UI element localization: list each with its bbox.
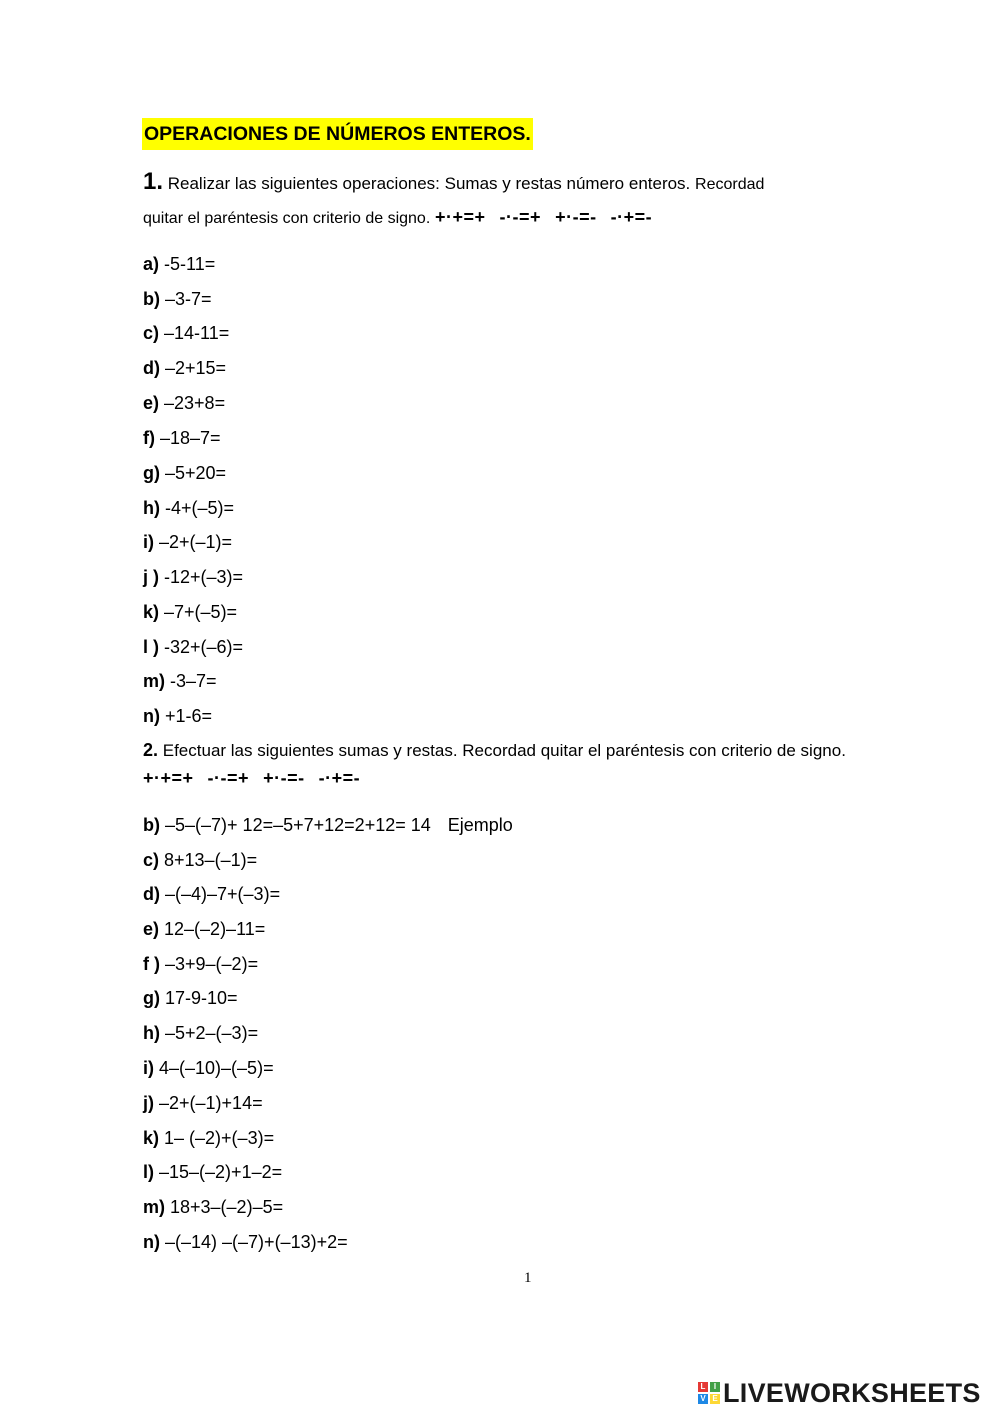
item-label: g) <box>143 988 160 1008</box>
exercise-item <box>143 883 280 905</box>
section2-instruction <box>143 739 846 762</box>
exercise-item <box>143 987 238 1009</box>
sign-rule: -·-=+ <box>207 768 250 788</box>
item-label: d) <box>143 358 160 378</box>
item-label: d) <box>143 884 160 904</box>
item-label: f ) <box>143 954 160 974</box>
sign-rule: -·+=- <box>610 207 653 227</box>
section2-number: 2. <box>143 740 159 760</box>
page-number: 1 <box>524 1270 532 1286</box>
exercise-item <box>143 1161 282 1183</box>
item-expression: -4+(–5)= <box>165 498 235 518</box>
logo-grid-cell: I <box>710 1382 720 1392</box>
item-expression: –5+2–(–3)= <box>165 1023 259 1043</box>
exercise-item <box>143 1057 274 1079</box>
exercise-item <box>143 566 243 588</box>
item-expression: 4–(–10)–(–5)= <box>159 1058 274 1078</box>
sign-rule: +·-=- <box>263 768 305 788</box>
item-expression: –14-11= <box>164 323 230 343</box>
exercise-item <box>143 670 217 692</box>
exercise-item <box>143 1127 274 1149</box>
item-expression: –18–7= <box>160 428 221 448</box>
item-expression: 1– (–2)+(–3)= <box>164 1128 275 1148</box>
exercise-item <box>143 392 225 414</box>
item-label: m) <box>143 671 165 691</box>
item-expression: 17-9-10= <box>165 988 238 1008</box>
exercise-item <box>143 322 229 344</box>
item-expression: –7+(–5)= <box>164 602 238 622</box>
item-label: k) <box>143 1128 160 1148</box>
section1-text: Realizar las siguientes operaciones: Sumas y restas número enteros. <box>167 174 691 193</box>
item-expression: –(–4)–7+(–3)= <box>165 884 281 904</box>
item-label: b) <box>143 289 160 309</box>
item-label: k) <box>143 602 160 622</box>
exercise-item <box>143 849 257 871</box>
exercise-item <box>143 636 243 658</box>
exercise-item <box>143 462 226 484</box>
sign-rule: -·-=+ <box>499 207 542 227</box>
exercise-item <box>143 288 212 310</box>
item-label: h) <box>143 1023 160 1043</box>
item-expression: –5+20= <box>165 463 227 483</box>
liveworksheets-logo <box>698 1378 981 1408</box>
item-expression: +1-6= <box>165 706 213 726</box>
sign-rule: -·+=- <box>318 768 361 788</box>
item-label: c) <box>143 850 160 870</box>
logo-grid-cell: E <box>710 1394 720 1404</box>
exercise-item <box>143 601 237 623</box>
item-label: a) <box>143 254 160 274</box>
logo-text: LIVEWORKSHEETS <box>723 1377 981 1408</box>
item-label: n) <box>143 706 160 726</box>
item-label: i) <box>143 532 154 552</box>
item-expression: –2+(–1)+14= <box>159 1093 263 1113</box>
sign-rule: +·+=+ <box>435 207 486 227</box>
item-expression: –23+8= <box>164 393 226 413</box>
example-note: Ejemplo <box>447 815 513 835</box>
exercise-item <box>143 253 215 275</box>
exercise-item <box>143 1231 348 1253</box>
logo-grid-cell: L <box>698 1382 708 1392</box>
item-expression: -12+(–3)= <box>164 567 244 587</box>
exercise-item <box>143 1196 283 1218</box>
item-label: f) <box>143 428 155 448</box>
item-label: l) <box>143 1162 154 1182</box>
exercise-item <box>143 497 234 519</box>
exercise-item <box>143 1092 263 1114</box>
item-label: c) <box>143 323 160 343</box>
section1-number: 1. <box>143 168 164 195</box>
item-expression: 8+13–(–1)= <box>164 850 258 870</box>
exercise-item <box>143 918 265 940</box>
section1-text-parentesis: quitar el paréntesis con criterio de signo. <box>143 210 431 227</box>
section1-instruction-line1 <box>143 168 765 196</box>
item-expression: –5–(–7)+ 12=–5+7+12=2+12= 14 <box>165 815 431 835</box>
worksheet-title: OPERACIONES DE NÚMEROS ENTEROS. <box>142 118 533 150</box>
logo-grid-icon <box>698 1382 720 1404</box>
section1-instruction-line2 <box>143 206 666 230</box>
item-expression: -3–7= <box>170 671 217 691</box>
item-label: j) <box>143 1093 154 1113</box>
section2-sign-line <box>143 767 374 790</box>
exercise-item <box>143 705 212 727</box>
item-label: e) <box>143 919 160 939</box>
item-expression: –15–(–2)+1–2= <box>159 1162 283 1182</box>
item-expression: -32+(–6)= <box>164 637 244 657</box>
item-label: h) <box>143 498 160 518</box>
section1-text-recordad: Recordad <box>695 176 765 193</box>
item-expression: 12–(–2)–11= <box>164 919 266 939</box>
item-expression: –3-7= <box>165 289 212 309</box>
exercise-item <box>143 953 258 975</box>
item-expression: –3+9–(–2)= <box>165 954 259 974</box>
item-label: j ) <box>143 567 159 587</box>
section1-sign-rules <box>435 207 666 227</box>
item-label: l ) <box>143 637 159 657</box>
exercise-item <box>143 427 221 449</box>
item-expression: -5-11= <box>164 254 216 274</box>
sign-rule: +·-=- <box>555 207 597 227</box>
exercise-item <box>143 531 232 553</box>
item-label: m) <box>143 1197 165 1217</box>
item-expression: –2+(–1)= <box>159 532 233 552</box>
section2-text: Efectuar las siguientes sumas y restas. Recordad quitar el paréntesis con criterio de signo. <box>162 741 846 760</box>
item-expression: –(–14) –(–7)+(–13)+2= <box>165 1232 348 1252</box>
item-label: e) <box>143 393 160 413</box>
item-expression: –2+15= <box>165 358 227 378</box>
item-label: n) <box>143 1232 160 1252</box>
item-label: g) <box>143 463 160 483</box>
logo-grid-cell: V <box>698 1394 708 1404</box>
item-label: i) <box>143 1058 154 1078</box>
item-expression: 18+3–(–2)–5= <box>170 1197 284 1217</box>
sign-rule: +·+=+ <box>143 768 194 788</box>
item-label: b) <box>143 815 160 835</box>
exercise-item <box>143 357 226 379</box>
exercise-item <box>143 1022 258 1044</box>
section2-sign-rules <box>143 768 374 788</box>
exercise-item <box>143 814 513 836</box>
